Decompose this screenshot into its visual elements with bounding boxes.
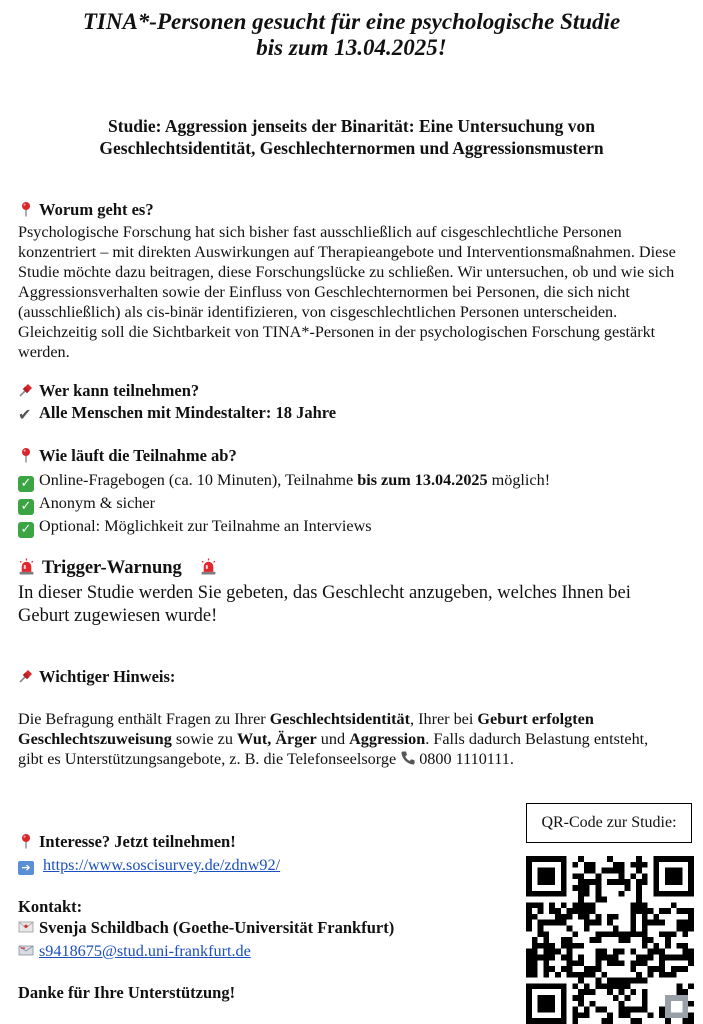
notice-paragraph [18,709,658,769]
how-item-3-text: Optional: Möglichkeit zur Teilnahme an Interviews [39,517,372,535]
notice-t1: Die Befragung enthält Fragen zu Ihrer [18,710,270,728]
check-box-icon: ✓ [18,476,34,492]
pushpin-icon [18,382,34,398]
how-item-1 [18,470,550,492]
envelope-icon [18,919,34,935]
check-box-icon: ✓ [18,499,34,515]
notice-t3: sowie zu [171,730,237,748]
participate-link-row [18,855,280,875]
who-heading-text: Wer kann teilnehmen? [39,381,200,400]
page-title-line2: bis zum 13.04.2025! [256,35,447,60]
pin-icon [18,833,34,849]
page-title-line1: TINA*-Personen gesucht für eine psychologische Studie [82,9,621,34]
participate-heading-text: Interesse? Jetzt teilnehmen! [39,832,236,851]
how-item-2 [18,493,155,515]
pin-icon [18,447,34,463]
how-heading-text: Wie läuft die Teilnahme ab? [39,446,237,465]
pin-icon [18,201,34,217]
phone-icon [400,750,416,766]
who-item-text: Alle Menschen mit Mindestalter: 18 Jahre [39,403,337,422]
who-heading [18,381,199,401]
who-item [18,403,336,423]
trigger-heading-text: Trigger-Warnung [42,558,182,578]
contact-name: Svenja Schildbach (Goethe-Universität Frankfurt) [39,918,395,937]
checkmark-icon: ✔ [18,405,32,424]
contact-email-row [18,941,251,961]
contact-name-row [18,918,394,938]
notice-b1: Geschlechtsidentität [269,710,410,728]
email-icon [18,942,34,958]
notice-t5: . Falls dadurch Belastung entsteht, gibt es Unterstützungsangebote, z. B. die Telefonseelsorge [18,730,649,768]
notice-b2: Geburt erfolgten Geschlechtszuweisung [18,710,594,748]
how-item-1-post: möglich! [487,471,551,489]
trigger-text: In dieser Studie werden Sie gebeten, das Geschlecht anzugeben, welches Ihnen bei Geburt zugewiesen wurde! [18,583,631,626]
check-box-icon: ✓ [18,522,34,538]
participate-heading [18,832,236,852]
how-item-1-pre: Online-Fragebogen (ca. 10 Minuten), Teilnahme [39,471,358,489]
about-heading [18,200,154,220]
notice-heading-text: Wichtiger Hinweis: [39,667,176,686]
about-paragraph: Psychologische Forschung hat sich bisher fast ausschließlich auf cisgeschlechtliche Personen konzentriert – mit direkten Auswirkungen auf Therapieangebote und Interventionsmaßnahmen. Diese Studie möchte dazu beitragen, diese Forschungslücke zu schließen. Wir untersuchen, ob und wie sich Aggressionsverhalten sowie der Einfluss von Geschlechternormen bei Personen, die sich nicht (ausschließlich) als cis-binär identifizieren, von cisgeschlechtlichen Personen unterscheiden. Gleichzeitig soll die Sichtbarkeit von TINA*-Personen in der psychologischen Forschung gestärkt werden. [18,223,676,361]
survey-link[interactable]: https://www.soscisurvey.de/zdnw92/ [43,856,281,874]
notice-b3: Wut, Ärger [236,730,317,748]
contact-heading: Kontakt: [18,897,83,916]
notice-t2: , Ihrer bei [410,710,478,728]
study-title-line1: Studie: Aggression jenseits der Binarität: Eine Untersuchung von [108,116,595,136]
pushpin-icon [18,668,34,684]
notice-b4: Aggression [349,730,426,748]
phone-number: 0800 1110111. [419,750,514,768]
contact-email-link[interactable]: s9418675@stud.uni-frankfurt.de [39,942,251,960]
thanks-text: Danke für Ihre Unterstützung! [18,983,236,1002]
notice-heading [18,667,175,687]
notice-t4: und [316,730,350,748]
qr-code-label: QR-Code zur Studie: [526,803,692,843]
how-item-3 [18,516,372,538]
siren-icon [200,558,217,575]
about-heading-text: Worum geht es? [39,200,154,219]
how-item-2-text: Anonym & sicher [39,494,155,512]
how-item-1-deadline: bis zum 13.04.2025 [357,471,488,489]
qr-code-image[interactable] [526,856,694,1024]
arrow-right-icon: ➔ [18,861,34,875]
trigger-heading [18,557,222,580]
study-title-line2: Geschlechtsidentität, Geschlechternormen und Aggressionsmustern [99,138,604,158]
siren-icon [18,558,35,575]
how-heading [18,446,237,466]
